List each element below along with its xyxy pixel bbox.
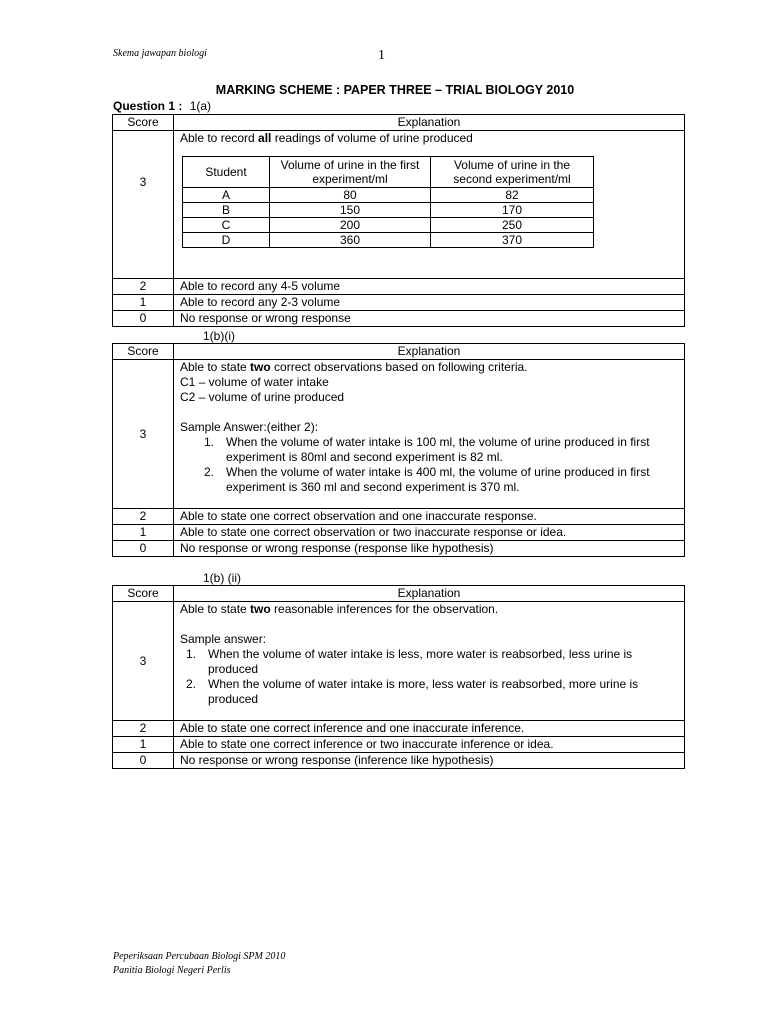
score-cell: 0 <box>113 311 174 327</box>
inner-cell: 170 <box>431 203 594 218</box>
score-cell: 2 <box>113 279 174 295</box>
table-row <box>113 509 685 525</box>
explanation-cell: Able to record any 2-3 volume <box>174 295 685 311</box>
explanation-cell: Able to state one correct observation or two inaccurate response or idea. <box>174 525 685 541</box>
table-row <box>113 131 685 279</box>
inner-cell: 370 <box>431 233 594 248</box>
explanation-cell <box>174 602 685 721</box>
sample-answer-label: Sample answer: <box>180 632 267 646</box>
table-row <box>113 295 685 311</box>
text-run: Able to state <box>180 602 251 616</box>
table-row <box>113 541 685 557</box>
explanation-cell: No response or wrong response (inference like hypothesis) <box>174 753 685 769</box>
score-cell: 3 <box>113 602 174 721</box>
inner-row <box>183 233 594 248</box>
explanation-header: Explanation <box>174 115 685 131</box>
score-cell: 1 <box>113 737 174 753</box>
table-1b-i <box>112 343 685 557</box>
list-number: 1. <box>204 435 215 449</box>
list-text: When the volume of water intake is less, more water is reabsorbed, less urine is produced <box>208 647 633 676</box>
question-label: Question 1 : <box>113 99 183 113</box>
explanation-cell: No response or wrong response <box>174 311 685 327</box>
inner-row <box>183 203 594 218</box>
criterion-c1: C1 – volume of water intake <box>180 375 329 389</box>
question-part: 1(a) <box>189 99 212 113</box>
list-item <box>180 435 678 465</box>
list-item <box>180 677 678 707</box>
list-number: 2. <box>186 677 197 691</box>
text-run: Able to state <box>180 360 251 374</box>
explanation-header: Explanation <box>174 586 685 602</box>
inner-cell: 150 <box>270 203 431 218</box>
table-row <box>113 279 685 295</box>
score-header: Score <box>113 115 174 131</box>
urine-volume-table <box>182 156 594 248</box>
text-run: reasonable inferences for the observation. <box>270 602 499 616</box>
bold-text-run: two <box>250 602 271 616</box>
table-row <box>113 360 685 509</box>
explanation-cell: Able to state one correct observation and one inaccurate response. <box>174 509 685 525</box>
explanation-header: Explanation <box>174 344 685 360</box>
list-text: When the volume of water intake is 100 ml, the volume of urine produced in first experiment is 80ml and second experiment is 82 ml. <box>226 435 650 464</box>
table-1a <box>112 114 685 327</box>
score-cell: 3 <box>113 360 174 509</box>
explanation-cell <box>174 131 685 279</box>
score-cell: 2 <box>113 509 174 525</box>
inner-cell: 200 <box>270 218 431 233</box>
table-row <box>113 753 685 769</box>
table-header-row <box>113 344 685 360</box>
bold-text-run: all <box>258 131 272 145</box>
question-part-label: 1(b) (ii) <box>203 571 241 585</box>
inner-row <box>183 218 594 233</box>
explanation-line <box>180 602 678 617</box>
text-run: correct observations based on following criteria. <box>270 360 528 374</box>
list-text: When the volume of water intake is more, less water is reabsorbed, more urine is produced <box>208 677 639 706</box>
inner-header-first: Volume of urine in the first experiment/ml <box>270 157 431 188</box>
inner-cell: B <box>183 203 270 218</box>
question-label-row <box>113 99 211 114</box>
bold-text-run: two <box>250 360 271 374</box>
inner-row <box>183 188 594 203</box>
header-left-text: Skema jawapan biologi <box>113 48 207 59</box>
score-cell: 2 <box>113 721 174 737</box>
explanation-cell: No response or wrong response (response like hypothesis) <box>174 541 685 557</box>
table-header-row <box>113 115 685 131</box>
table-row <box>113 721 685 737</box>
inner-cell: 250 <box>431 218 594 233</box>
inner-cell: 360 <box>270 233 431 248</box>
sample-answer-label: Sample Answer:(either 2): <box>180 420 319 434</box>
sample-answer-list <box>180 435 678 495</box>
text-run: Able to record <box>180 131 259 145</box>
list-item <box>180 465 678 495</box>
score-cell: 3 <box>113 131 174 279</box>
table-row <box>113 737 685 753</box>
score-cell: 0 <box>113 753 174 769</box>
inner-cell: A <box>183 188 270 203</box>
inner-cell: 82 <box>431 188 594 203</box>
footer-line-1: Peperiksaan Percubaan Biologi SPM 2010 <box>113 951 286 962</box>
table-row <box>113 311 685 327</box>
score-cell: 1 <box>113 295 174 311</box>
explanation-cell: Able to record any 4-5 volume <box>174 279 685 295</box>
text-run: readings of volume of urine produced <box>271 131 473 145</box>
table-row <box>113 602 685 721</box>
explanation-cell: Able to state one correct inference and one inaccurate inference. <box>174 721 685 737</box>
inner-cell: D <box>183 233 270 248</box>
inner-cell: C <box>183 218 270 233</box>
inner-cell: 80 <box>270 188 431 203</box>
inner-header-second: Volume of urine in the second experiment/ml <box>431 157 594 188</box>
inner-header-student: Student <box>183 157 270 188</box>
page-number: 1 <box>378 48 385 63</box>
table-header-row <box>113 586 685 602</box>
list-item <box>180 647 678 677</box>
inner-header-row <box>183 157 594 188</box>
question-part-label: 1(b)(i) <box>203 329 235 343</box>
criterion-c2: C2 – volume of urine produced <box>180 390 345 404</box>
score-cell: 1 <box>113 525 174 541</box>
score-header: Score <box>113 586 174 602</box>
list-number: 2. <box>204 465 215 479</box>
score-cell: 0 <box>113 541 174 557</box>
explanation-cell: Able to state one correct inference or two inaccurate inference or idea. <box>174 737 685 753</box>
table-1b-ii <box>112 585 685 769</box>
page-title: MARKING SCHEME : PAPER THREE – TRIAL BIOLOGY 2010 <box>215 83 575 97</box>
explanation-line <box>180 131 678 146</box>
table-row <box>113 525 685 541</box>
explanation-line <box>180 360 678 375</box>
score-header: Score <box>113 344 174 360</box>
sample-answer-list <box>180 647 678 707</box>
list-text: When the volume of water intake is 400 ml, the volume of urine produced in first experiment is 360 ml and second experiment is 370 ml. <box>226 465 650 494</box>
list-number: 1. <box>186 647 197 661</box>
explanation-cell <box>174 360 685 509</box>
footer-line-2: Panitia Biologi Negeri Perlis <box>113 965 231 976</box>
